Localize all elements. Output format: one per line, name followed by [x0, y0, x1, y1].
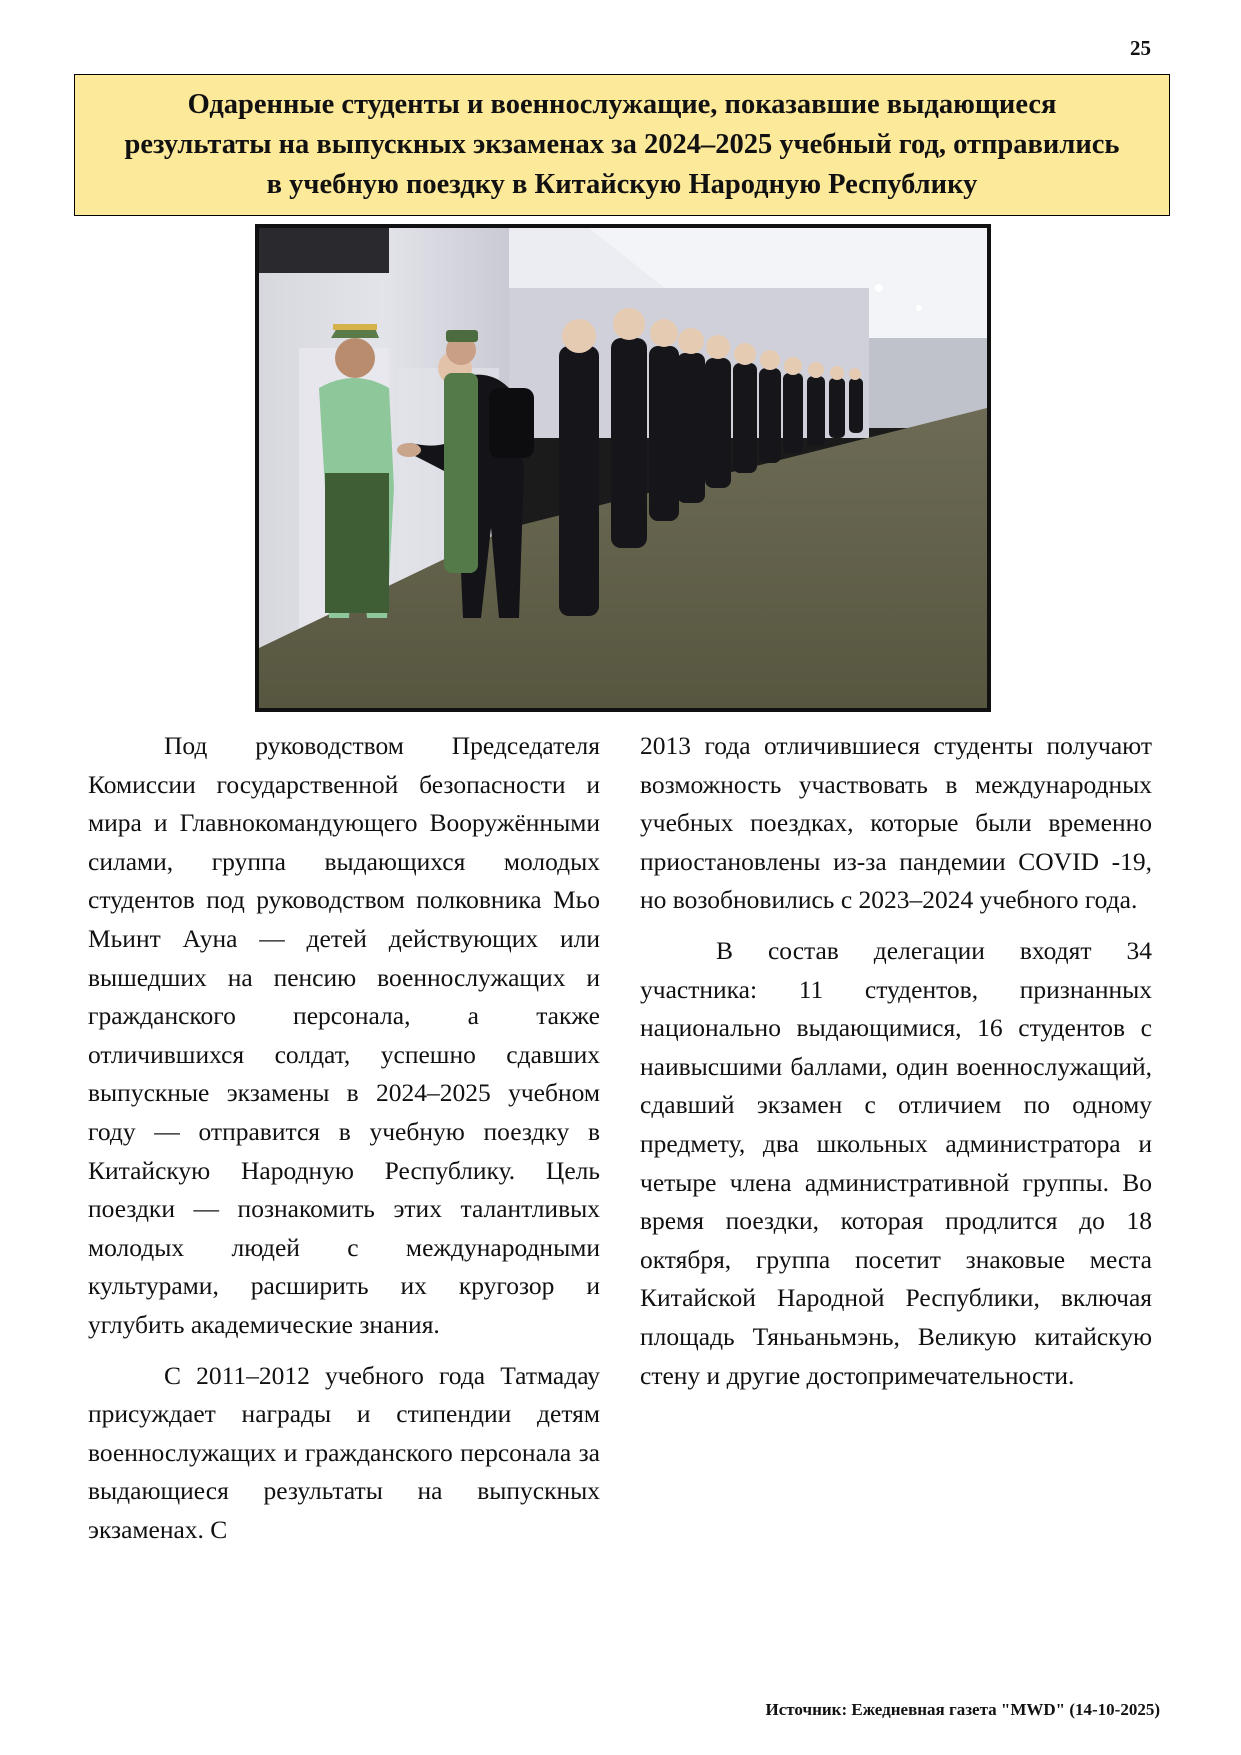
paragraph: В состав делегации входят 34 участника: 11 студентов, признанных национально выдающимися, 16 студентов с наивысшими баллами, один военнослужащий, сдавший экзамен с отличием по одному предмету, два школьных администратора и четыре члена административной группы. Во время поездки, которая продлится до 18 октября, группа посетит знаковые места Китайской Народной Республики, включая площадь Тяньаньмэнь, Великую китайскую стену и другие достопримечательности.: [640, 935, 1152, 1390]
article-right-column: [640, 727, 1152, 1395]
photo-handshake-icon: [259, 228, 987, 708]
paragraph: Под руководством Председателя Комиссии государственной безопасности и мира и Главнокомандующего Вооружёнными силами, группа выдающихся молодых студентов под руководством полковника Мьо Мьинт Ауна — детей действующих или вышедших на пенсию военнослужащих и гражданского персонала, а также отличившихся солдат, успешно сдавших выпускные экзамены в 2024–2025 учебном году — отправится в учебную поездку в Китайскую Народную Республику. Цель поездки — познакомить этих талантливых молодых людей с международными культурами, расширить их кругозор и углубить академические знания.: [88, 731, 600, 1339]
paragraph: 2013 года отличившиеся студенты получают возможность участвовать в международных учебных поездках, которые были временно приостановлены из-за пандемии COVID -19, но возобновились с 2023–2024 учебного года.: [640, 731, 1152, 915]
page-number: 25: [1130, 36, 1151, 60]
headline: Одаренные студенты и военнослужащие, показавшие выдающиеся результаты на выпускных экзаменах за 2024–2025 учебный год, отправились в учебную поездку в Китайскую Народную Республику: [124, 89, 1120, 200]
article-left-column: [88, 727, 600, 1549]
headline-box: [74, 74, 1170, 216]
paragraph: С 2011–2012 учебного года Татмадау присуждает награды и стипендии детям военнослужащих и гражданского персонала за выдающиеся результаты на выпускных экзаменах. С: [88, 1360, 600, 1544]
news-photo: [255, 224, 991, 712]
source-credit: Источник: Ежедневная газета "MWD" (14-10-2025): [765, 1700, 1160, 1719]
